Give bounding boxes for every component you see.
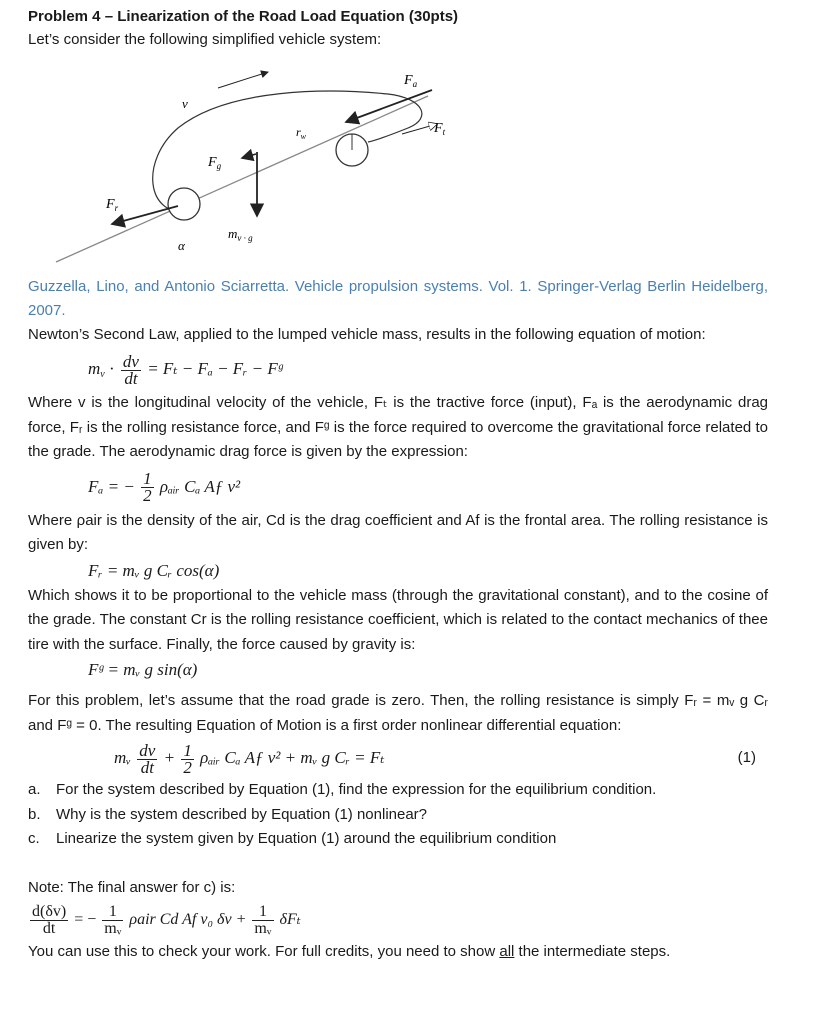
question-b: b. Why is the system described by Equation (1) nonlinear? (28, 805, 428, 823)
equation-motion: $m_v$ · $\frac{dv}{dt}$ = Fₜ − Fₐ − Fᵣ − Fᵍ (88, 351, 283, 388)
rear-wheel-icon (168, 188, 200, 220)
equation-rolling: Fᵣ = mᵥ g Cᵣ cos(α) (88, 560, 220, 580)
tractive-force-arrow (402, 126, 430, 134)
note-equation: $\frac{d(\delta v)}{dt}$ = − $\frac{1}{\text{mᵥ}}$ ρair Cd Af v₀ δv + $\frac{1}{\text{mᵥ}}$ δFₜ (32, 902, 301, 937)
label-v: v (182, 96, 188, 111)
problem-title: Problem 4 – Linearization of the Road Load Equation (30pts) (28, 8, 459, 25)
label-fg: $F_g$ (208, 155, 222, 171)
equation-number: (1) (737, 749, 756, 766)
where-text: Where v is the longitudinal velocity of the vehicle, Fₜ is the tractive force (input), Fₐ is the aerodynamic drag force, Fᵣ is the rolling resistance force, and Fᵍ is the force required to overcome the gravitational force related to the grade. The aerodynamic drag force is given by the expression: (28, 394, 768, 460)
citation: Guzzella, Lino, and Antonio Sciarretta. Vehicle propulsion systems. Vol. 1. Springer-Verlag Berlin Heidelberg, 2007. (28, 277, 768, 319)
closing-text: You can use this to check your work. For full credits, you need to show all the intermediate steps. (28, 943, 671, 960)
equation-1: mᵥ $\frac{dv}{dt}$ + $\frac{1}{2}$ ρₐᵢᵣ Cₐ Aƒ v² + mᵥ g Cᵣ = Fₜ (1) (114, 738, 768, 778)
newton-text: Newton’s Second Law, applied to the lumped vehicle mass, results in the following equation of motion: (28, 325, 706, 343)
vehicle-diagram (28, 66, 448, 266)
note-label: Note: The final answer for c) is: (28, 878, 236, 896)
document-page (28, 6, 768, 965)
question-list (28, 778, 768, 852)
label-alpha: α (178, 238, 185, 253)
grade-force-arrow (242, 154, 256, 158)
question-c: c. Linearize the system given by Equation (1) around the equilibrium condition (28, 830, 557, 847)
where2-text: Where ρair is the density of the air, Cd is the drag coefficient and Af is the frontal area. The rolling resistance is given by: (28, 511, 768, 553)
label-mvg: $m_{v \cdot g}$ (228, 226, 253, 243)
velocity-arrow (218, 72, 268, 88)
grade-text: For this problem, let’s assume that the road grade is zero. Then, the rolling resistance is simply Fᵣ = mᵥ g Cᵣ and Fᵍ = 0. The resulting Equation of Motion is a first order nonlinear differential equation: (28, 692, 768, 734)
rolling-force-arrow (112, 206, 178, 224)
label-rw: $r_w$ (296, 125, 307, 141)
intro-text: Let’s consider the following simplified vehicle system: (28, 31, 382, 48)
equation-drag: Fₐ = − $\frac{1}{2}$ ρₐᵢᵣ Cₐ Aƒ v² (88, 469, 241, 506)
rolling-text: Which shows it to be proportional to the vehicle mass (through the gravitational constant), and to the cosine of the grade. The constant Cr is the rolling resistance coefficient, which is related to the contact mechanics of thee tire with the surface. Finally, the force caused by gravity is: (28, 586, 768, 653)
question-a: a. For the system described by Equation (1), find the expression for the equilibrium condition. (28, 781, 657, 798)
label-ft: $F_t$ (434, 121, 446, 137)
label-fr: $F_r$ (106, 197, 119, 213)
label-fa: $F_a$ (404, 73, 418, 89)
equation-gravity: Fᵍ = mᵥ g sin(α) (88, 660, 198, 679)
